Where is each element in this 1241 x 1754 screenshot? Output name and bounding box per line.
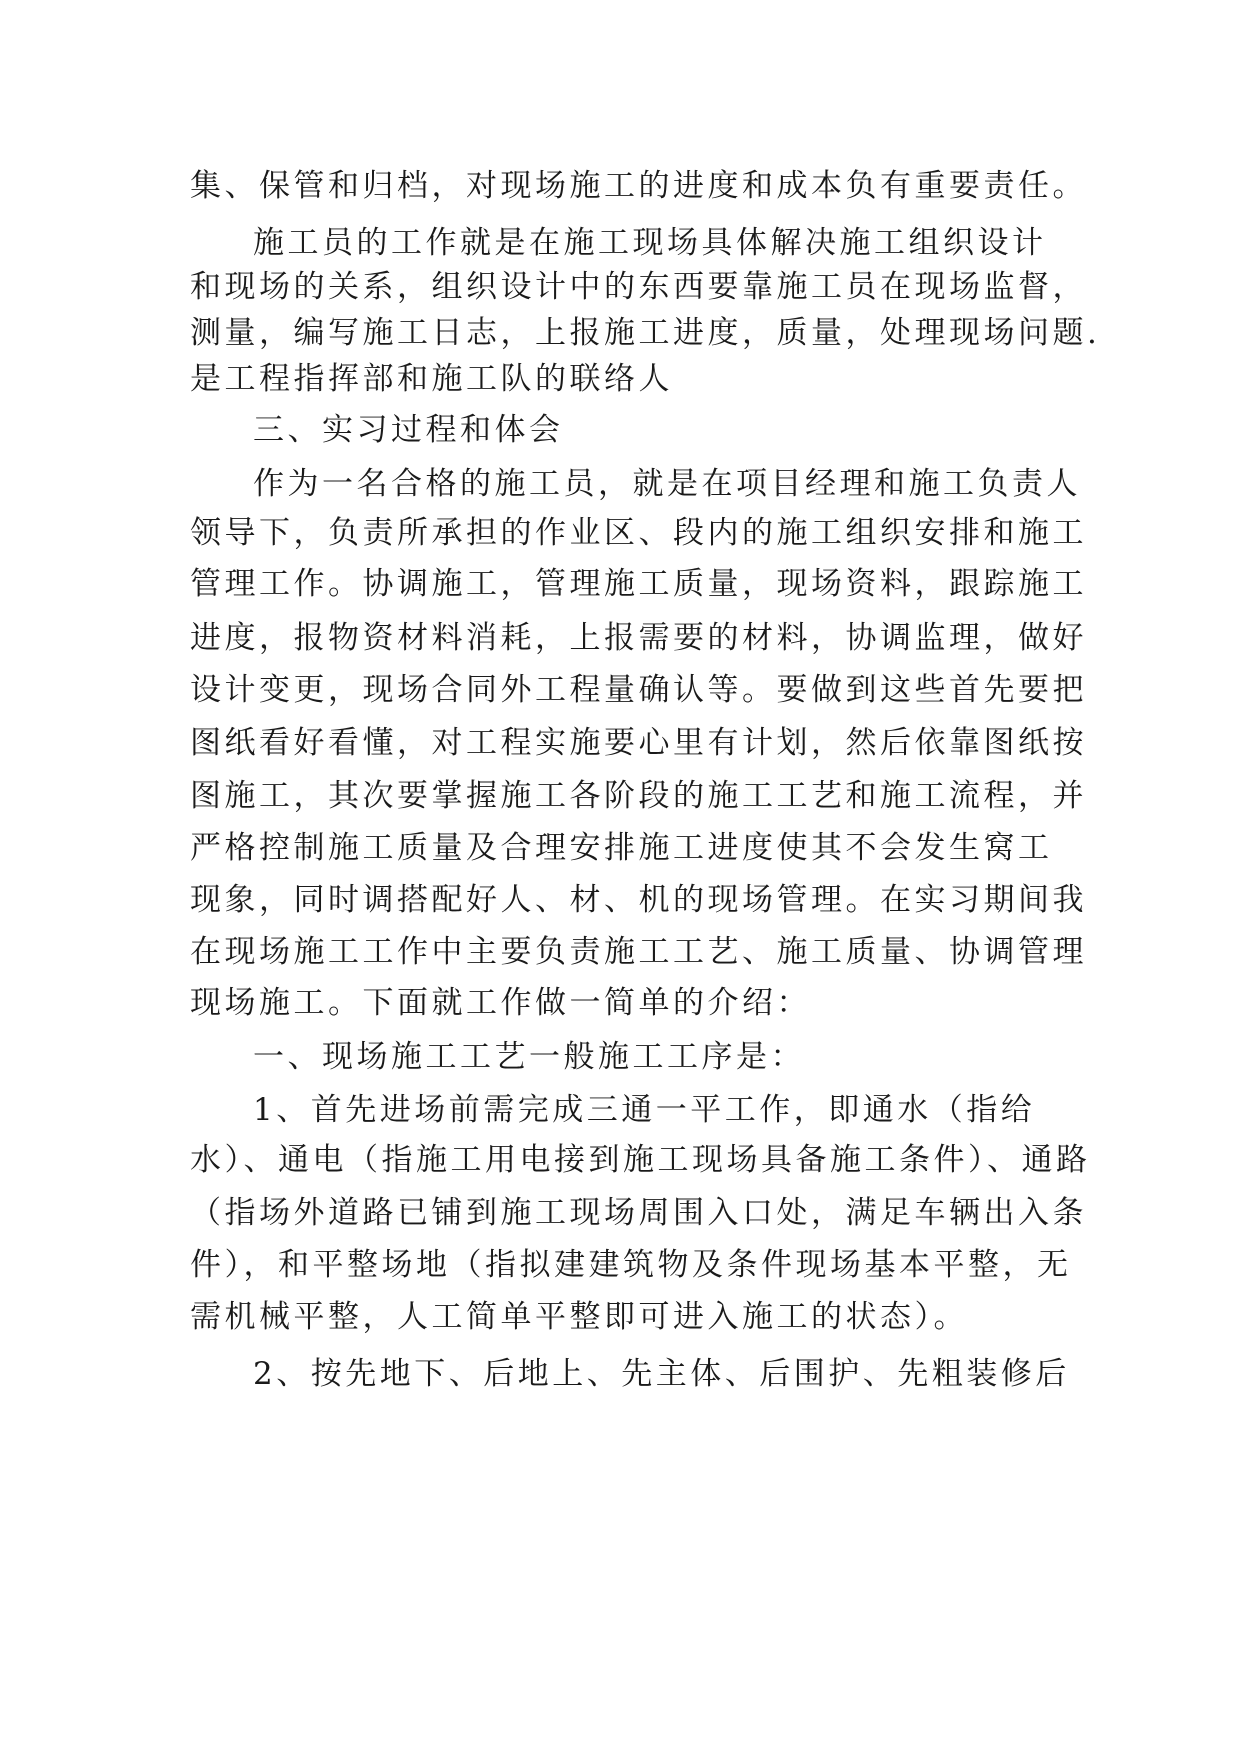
text-line: 图纸看好看懂，对工程实施要心里有计划，然后依靠图纸按: [190, 725, 1087, 761]
text-line: 进度，报物资材料消耗，上报需要的材料，协调监理，做好: [190, 620, 1087, 656]
text-line: 是工程指挥部和施工队的联络人: [190, 361, 673, 397]
text-line: 测量，编写施工日志，上报施工进度，质量，处理现场问题.: [190, 315, 1101, 351]
text-line: （指场外道路已铺到施工现场周围入口处，满足车辆出入条: [190, 1195, 1087, 1231]
text-line: 1、首先进场前需完成三通一平工作，即通水（指给: [253, 1092, 1036, 1128]
text-line: 施工员的工作就是在施工现场具体解决施工组织设计: [253, 225, 1047, 261]
section-heading: 三、实习过程和体会: [253, 412, 564, 448]
text-line: 严格控制施工质量及合理安排施工进度使其不会发生窝工: [190, 830, 1053, 866]
text-line: 作为一名合格的施工员，就是在项目经理和施工负责人: [253, 466, 1081, 502]
text-line: 件），和平整场地（指拟建建筑物及条件现场基本平整，无: [190, 1247, 1072, 1283]
text-line: 设计变更，现场合同外工程量确认等。要做到这些首先要把: [190, 672, 1087, 708]
text-line: 和现场的关系，组织设计中的东西要靠施工员在现场监督，: [190, 269, 1087, 305]
text-line: 管理工作。协调施工，管理施工质量，现场资料，跟踪施工: [190, 566, 1087, 602]
text-line: 集、保管和归档，对现场施工的进度和成本负有重要责任。: [190, 168, 1087, 204]
text-line: 现场施工。下面就工作做一简单的介绍：: [190, 985, 811, 1021]
text-line: 需机械平整，人工简单平整即可进入施工的状态）。: [190, 1299, 968, 1335]
text-line: 图施工，其次要掌握施工各阶段的施工工艺和施工流程，并: [190, 778, 1087, 814]
text-line: 在现场施工工作中主要负责施工工艺、施工质量、协调管理: [190, 934, 1087, 970]
text-line: 领导下，负责所承担的作业区、段内的施工组织安排和施工: [190, 515, 1087, 551]
text-line: 水）、通电（指施工用电接到施工现场具备施工条件）、通路: [190, 1142, 1091, 1178]
text-line: 现象，同时调搭配好人、材、机的现场管理。在实习期间我: [190, 882, 1087, 918]
text-line: 2、按先地下、后地上、先主体、后围护、先粗装修后: [253, 1356, 1070, 1392]
section-heading: 一、现场施工工艺一般施工工序是：: [253, 1039, 805, 1075]
